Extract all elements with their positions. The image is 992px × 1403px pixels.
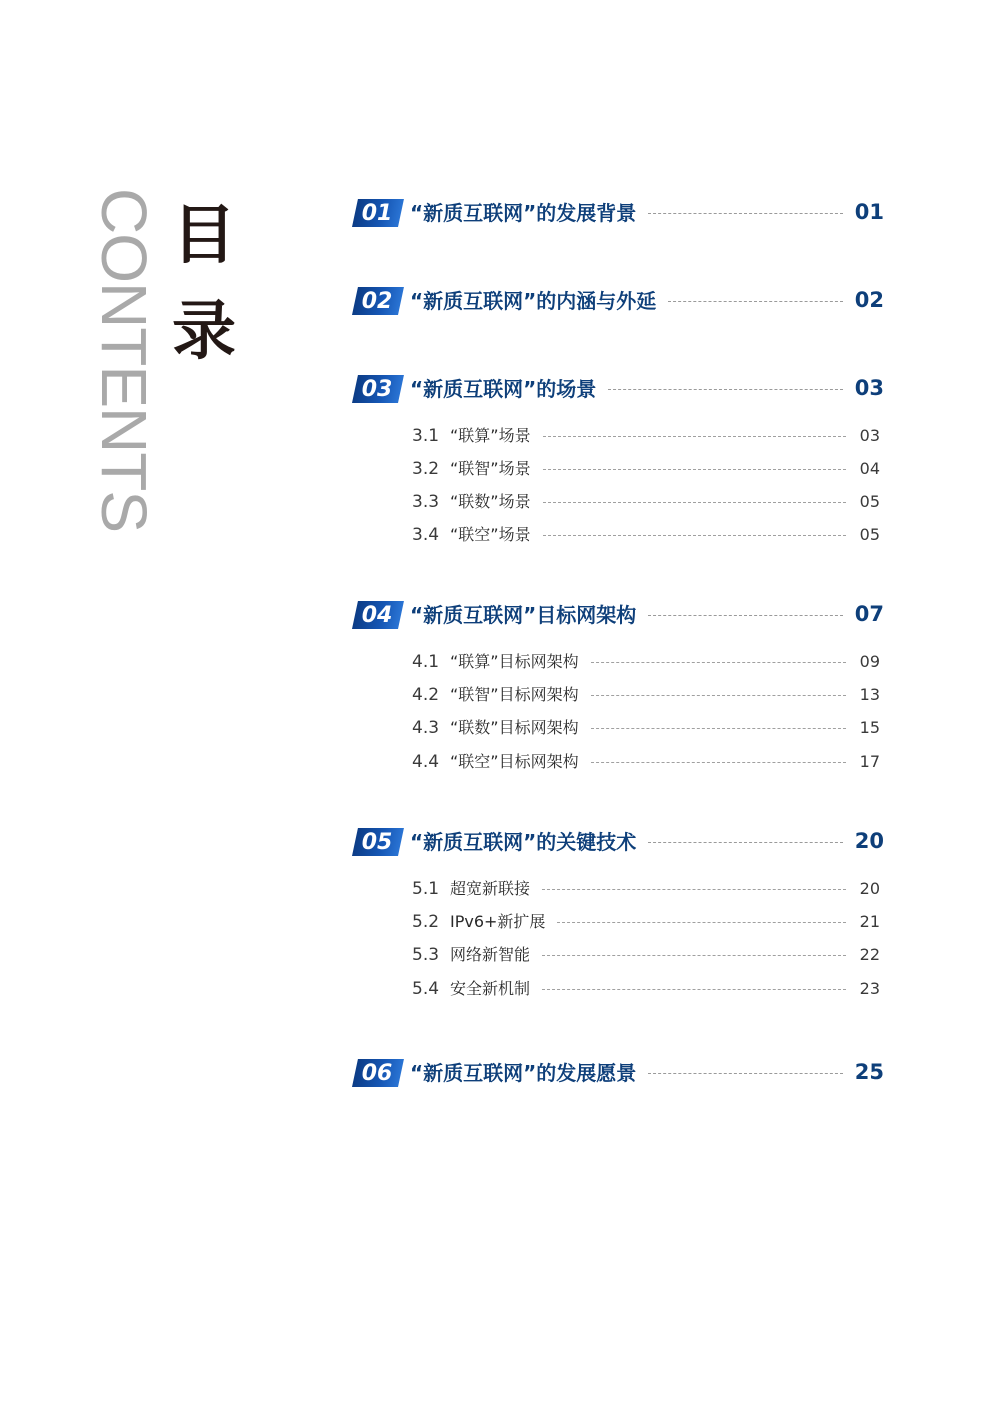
chapter-title: “新质互联网”的内涵与外延 — [410, 289, 657, 313]
toc-entry[interactable] — [352, 825, 892, 865]
chapter-title: “新质互联网”目标网架构 — [410, 603, 637, 627]
toc-subentry[interactable] — [412, 456, 882, 482]
toc-subentry[interactable] — [412, 876, 882, 902]
leader-dots — [557, 922, 846, 923]
chapter-number: 01 — [361, 201, 393, 226]
leader-dots — [591, 662, 846, 663]
leader-dots — [591, 728, 846, 729]
chapter-title: “新质互联网”的发展背景 — [410, 201, 637, 225]
toc-subentry[interactable] — [412, 489, 882, 515]
section-title: “联数”场景 — [450, 492, 531, 511]
toc-entry[interactable] — [352, 598, 892, 638]
chapter-page-number: 07 — [854, 602, 884, 626]
leader-dots — [542, 955, 846, 956]
section-page-number: 21 — [859, 912, 880, 931]
section-number: 4.1 — [412, 652, 440, 672]
leader-dots — [542, 989, 846, 990]
contents-english-title: CONTENTS — [88, 188, 160, 532]
toc-subentry[interactable] — [412, 909, 882, 935]
section-title: “联数”目标网架构 — [450, 718, 579, 737]
section-title: “联算”场景 — [450, 426, 531, 445]
toc-subentry[interactable] — [412, 522, 882, 548]
section-title: 超宽新联接 — [450, 879, 531, 898]
leader-dots — [668, 301, 843, 302]
section-title: “联智”场景 — [450, 459, 531, 478]
leader-dots — [543, 502, 846, 503]
section-title: IPv6+新扩展 — [450, 912, 546, 931]
leader-dots — [591, 695, 846, 696]
chapter-title: “新质互联网”的场景 — [410, 377, 597, 401]
section-number: 4.4 — [412, 752, 440, 772]
section-page-number: 13 — [859, 685, 880, 704]
section-title: 安全新机制 — [450, 979, 531, 998]
chapter-number: 04 — [361, 603, 393, 628]
toc-subentry[interactable] — [412, 942, 882, 968]
leader-dots — [542, 889, 846, 890]
chapter-title: “新质互联网”的发展愿景 — [410, 1061, 637, 1085]
toc-subentry[interactable] — [412, 976, 882, 1002]
leader-dots — [543, 535, 846, 536]
leader-dots — [608, 389, 843, 390]
toc-subentry[interactable] — [412, 649, 882, 675]
leader-dots — [648, 842, 843, 843]
toc-entry[interactable] — [352, 284, 892, 324]
section-number: 4.2 — [412, 685, 440, 705]
section-number: 5.2 — [412, 912, 440, 932]
toc-entry[interactable] — [352, 372, 892, 412]
section-page-number: 22 — [859, 945, 880, 964]
chapter-page-number: 01 — [854, 200, 884, 224]
leader-dots — [543, 469, 846, 470]
section-page-number: 20 — [859, 879, 880, 898]
leader-dots — [648, 1073, 843, 1074]
chapter-page-number: 25 — [854, 1060, 884, 1084]
toc-subentry[interactable] — [412, 715, 882, 741]
leader-dots — [648, 213, 843, 214]
section-page-number: 05 — [859, 492, 880, 511]
toc-subentry[interactable] — [412, 423, 882, 449]
section-number: 4.3 — [412, 718, 440, 738]
section-title: “联算”目标网架构 — [450, 652, 579, 671]
chapter-page-number: 20 — [854, 829, 884, 853]
section-page-number: 23 — [859, 979, 880, 998]
section-page-number: 04 — [859, 459, 880, 478]
section-page-number: 05 — [859, 525, 880, 544]
toc-entry[interactable] — [352, 1056, 892, 1096]
section-number: 5.4 — [412, 979, 440, 999]
leader-dots — [543, 436, 846, 437]
section-page-number: 17 — [859, 752, 880, 771]
leader-dots — [648, 615, 843, 616]
chapter-number: 02 — [361, 289, 393, 314]
section-number: 3.2 — [412, 459, 440, 479]
section-number: 5.1 — [412, 879, 440, 899]
toc-entry[interactable] — [352, 196, 892, 236]
leader-dots — [591, 762, 846, 763]
section-number: 3.4 — [412, 525, 440, 545]
section-title: “联空”场景 — [450, 525, 531, 544]
section-page-number: 03 — [859, 426, 880, 445]
section-number: 3.3 — [412, 492, 440, 512]
section-title: 网络新智能 — [450, 945, 531, 964]
page-title-char-2: 录 — [172, 295, 236, 369]
section-title: “联空”目标网架构 — [450, 752, 579, 771]
chapter-number: 05 — [361, 830, 393, 855]
chapter-page-number: 02 — [854, 288, 884, 312]
chapter-title: “新质互联网”的关键技术 — [410, 830, 637, 854]
toc-subentry[interactable] — [412, 749, 882, 775]
chapter-number: 03 — [361, 377, 393, 402]
section-number: 3.1 — [412, 426, 440, 446]
section-title: “联智”目标网架构 — [450, 685, 579, 704]
section-page-number: 09 — [859, 652, 880, 671]
section-page-number: 15 — [859, 718, 880, 737]
chapter-number: 06 — [361, 1061, 393, 1086]
chapter-page-number: 03 — [854, 376, 884, 400]
section-number: 5.3 — [412, 945, 440, 965]
page-title-char-1: 目 — [172, 199, 236, 273]
toc-subentry[interactable] — [412, 682, 882, 708]
